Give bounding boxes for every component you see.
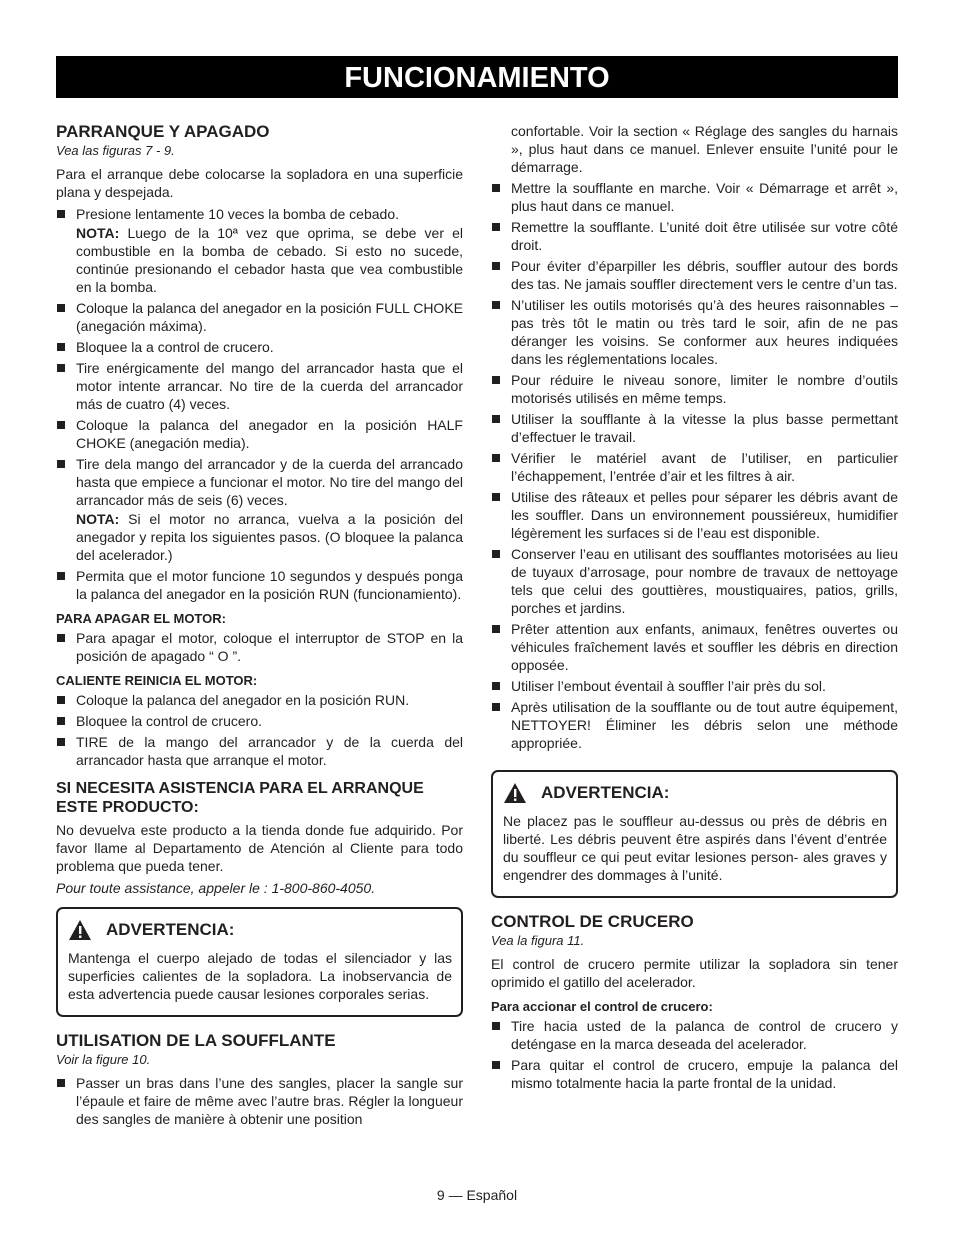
bullet-icon (492, 703, 500, 711)
cruise-control-list (491, 1017, 898, 1092)
list-item: Tire hacia usted de la palanca de control de crucero y deténgase en la marca deseada del acelerador. (491, 1017, 898, 1053)
bullet-icon (492, 415, 500, 423)
list-item: Mettre la soufflante en marche. Voir « Démarrage et arrêt », plus haut dans ce manuel. (491, 179, 898, 215)
figure-reference: Vea la figura 11. (491, 933, 585, 948)
utilisation-list-continued (491, 122, 898, 752)
right-column (491, 122, 898, 1096)
list-item: Vérifier le matériel avant de l’utiliser, en particulier l’échappement, l’entrée d’air et les filtres à air. (491, 449, 898, 485)
bullet-icon (492, 1061, 500, 1069)
list-item: Utiliser l’embout éventail à souffler l’air près du sol. (491, 677, 898, 695)
bullet-icon (492, 454, 500, 462)
assistance-text: No devuelva este producto a la tienda donde fue adquirido. Por favor llame al Departamento de Atención al Cliente para todo problema que pueda tener. (56, 822, 463, 874)
figure-reference: Voir la figure 10. (56, 1052, 151, 1067)
list-item: Coloque la palanca del anegador en la posición RUN. (56, 691, 463, 709)
stop-list (56, 629, 463, 665)
bullet-icon (492, 1022, 500, 1030)
list-item: Prêter attention aux enfants, animaux, fenêtres ouvertes ou véhicules fraîchement lavés et souffler les débris en direction opposée. (491, 620, 898, 674)
list-item: Après utilisation de la soufflante ou de tout autre équipement, NETTOYER! Éliminer les débris selon une méthode appropriée. (491, 698, 898, 752)
list-item: Para quitar el control de crucero, empuje la palanca del mismo totalmente hacia la parte frontal de la unidad. (491, 1056, 898, 1092)
section-title-utilisation: UTILISATION DE LA SOUFFLANTE (56, 1031, 336, 1050)
list-item: Utilise des râteaux et pelles pour séparer les débris avant de les souffler. Dans un environnement poussiéreux, humidifier légèrement les surfaces si de l’eau est disponible. (491, 488, 898, 542)
bullet-icon (57, 304, 65, 312)
note: NOTA: Si el motor no arranca, vuelva a la posición del anegador y repita los siguientes pasos. (O bloquee la palanca del acelerador.) (76, 511, 463, 563)
bullet-icon (57, 1079, 65, 1087)
bullet-icon (492, 184, 500, 192)
list-item: Utiliser la soufflante à la vitesse la plus basse permettant d’effectuer le travail. (491, 410, 898, 446)
list-item: Presione lentamente 10 veces la bomba de cebado. NOTA: Luego de la 10ª vez que oprima, se debe ver el combustible en la bomba de cebado. Si esto no sucede, continúe presionando el cebador hasta que vea combustible en la bomba. (56, 205, 463, 296)
utilisation-list (56, 1074, 463, 1128)
list-item: Coloque la palanca del anegador en la posición FULL CHOKE (anegación máxima). (56, 299, 463, 335)
bullet-icon (57, 364, 65, 372)
bullet-icon (57, 634, 65, 642)
list-item: Remettre la soufflante. L’unité doit être utilisée sur votre côté droit. (491, 218, 898, 254)
bullet-icon (492, 262, 500, 270)
warning-title: ADVERTENCIA: (106, 920, 235, 939)
list-item: Pour réduire le niveau sonore, limiter le nombre d’outils motorisés utilisés en même temps. (491, 371, 898, 407)
subheading-cruise-how: Para accionar el control de crucero: (491, 999, 713, 1014)
warning-text: Ne placez pas le souffleur au-dessus ou près de débris en liberté. Les débris peuvent être aspirés dans l’évent d’entrée du souffleur ce qui peut evitar lesiones person- ales graves y engendrer des dommages à l’unité. (503, 813, 887, 883)
bullet-icon (57, 210, 65, 218)
bullet-icon (492, 301, 500, 309)
list-item: Pour éviter d’éparpiller les débris, souffler autour des bords des tas. Ne jamais souffler directement vers le centre d’un tas. (491, 257, 898, 293)
bullet-icon (492, 223, 500, 231)
hot-restart-list (56, 691, 463, 769)
list-item: N’utiliser les outils motorisés qu’à des heures raisonnables – pas très tôt le matin ou très tard le soir, afin de ne pas déranger les voisins. Se conformer aux heures indiquées dans les réglementations locales. (491, 296, 898, 368)
bullet-icon (492, 682, 500, 690)
page-title: FUNCIONAMIENTO (56, 56, 898, 98)
list-item: Para apagar el motor, coloque el interruptor de STOP en la posición de apagado “ O ”. (56, 629, 463, 665)
section-title-arranque: PARRANQUE Y APAGADO (56, 122, 270, 141)
subheading-hot-restart: CALIENTE REINICIA EL MOTOR: (56, 673, 258, 688)
subheading-stop: PARA APAGAR EL MOTOR: (56, 611, 226, 626)
list-item: Tire dela mango del arrancador y de la cuerda del arrancado hasta que empiece a funcionar el motor. No tire del mango del arrancador más de seis (6) veces. NOTA: Si el motor no arranca, vuelva a la posición del anegador y repita los siguientes pasos. (O bloquee la palanca del acelerador.) (56, 455, 463, 564)
page-footer: 9 — Español (436, 1187, 518, 1203)
note: NOTA: Luego de la 10ª vez que oprima, se debe ver el combustible en la bomba de cebado. Si esto no sucede, continúe presionando el cebador hasta que vea combustible en la bomba. (76, 225, 464, 295)
start-steps-list (56, 205, 463, 603)
warning-box (491, 770, 898, 898)
list-item: Passer un bras dans l’une des sangles, placer la sangle sur l’épaule et faire de même avec l’autre bras. Régler la longueur des sangles de manière à obtenir une position (56, 1074, 463, 1128)
subheading-assistance: SI NECESITA ASISTENCIA PARA EL ARRANQUE ESTE PRODUCTO: (56, 780, 424, 816)
intro-text: Para el arranque debe colocarse la sopladora en una superficie plana y despejada. (56, 166, 463, 200)
bullet-icon (57, 343, 65, 351)
assistance-phone: Pour toute assistance, appeler le : 1-800-860-4050. (56, 880, 376, 896)
bullet-icon (57, 460, 65, 468)
bullet-icon (57, 696, 65, 704)
warning-text: Mantenga el cuerpo alejado de todas el silenciador y las superficies calientes de la sopladora. La inobservancia de esta advertencia puede causar lesiones corporales serias. (68, 950, 452, 1002)
list-item: Bloquee la control de crucero. (56, 712, 463, 730)
left-column (56, 122, 463, 1132)
list-item: Bloquee la a control de crucero. (56, 338, 463, 356)
bullet-icon (492, 625, 500, 633)
bullet-icon (57, 572, 65, 580)
bullet-icon (492, 493, 500, 501)
list-item: Coloque la palanca del anegador en la posición HALF CHOKE (anegación media). (56, 416, 463, 452)
warning-title: ADVERTENCIA: (541, 783, 670, 802)
warning-icon (503, 782, 527, 804)
list-item-continued: confortable. Voir la section « Réglage des sangles du harnais », plus haut dans ce manuel. Enlever ensuite l’unité pour le démarrage. (511, 123, 898, 175)
list-item: TIRE de la mango del arrancador y de la cuerda del arrancador hasta que arranque el motor. (56, 733, 463, 769)
bullet-icon (492, 550, 500, 558)
bullet-icon (57, 421, 65, 429)
list-item: Permita que el motor funcione 10 segundos y después ponga la palanca del anegador en la posición RUN (funcionamiento). (56, 567, 463, 603)
list-item: Conserver l’eau en utilisant des soufflantes motorisées au lieu de tuyaux d’arrosage, pour nombre de travaux de nettoyage tels que celui des gouttières, moustiquaires, patios, grills, porches et jardins. (491, 545, 898, 617)
figure-reference: Vea las figuras 7 - 9. (56, 143, 175, 158)
list-item: Tire enérgicamente del mango del arrancador hasta que el motor intente arrancar. No tire de la cuerda del arrancador más de cuatro (4) veces. (56, 359, 463, 413)
bullet-icon (57, 717, 65, 725)
warning-icon (68, 919, 92, 941)
bullet-icon (57, 738, 65, 746)
cruise-control-text: El control de crucero permite utilizar la sopladora sin tener oprimido el gatillo del acelerador. (491, 956, 898, 990)
warning-box (56, 907, 463, 1017)
section-title-cruise-control: CONTROL DE CRUCERO (491, 912, 694, 931)
bullet-icon (492, 376, 500, 384)
